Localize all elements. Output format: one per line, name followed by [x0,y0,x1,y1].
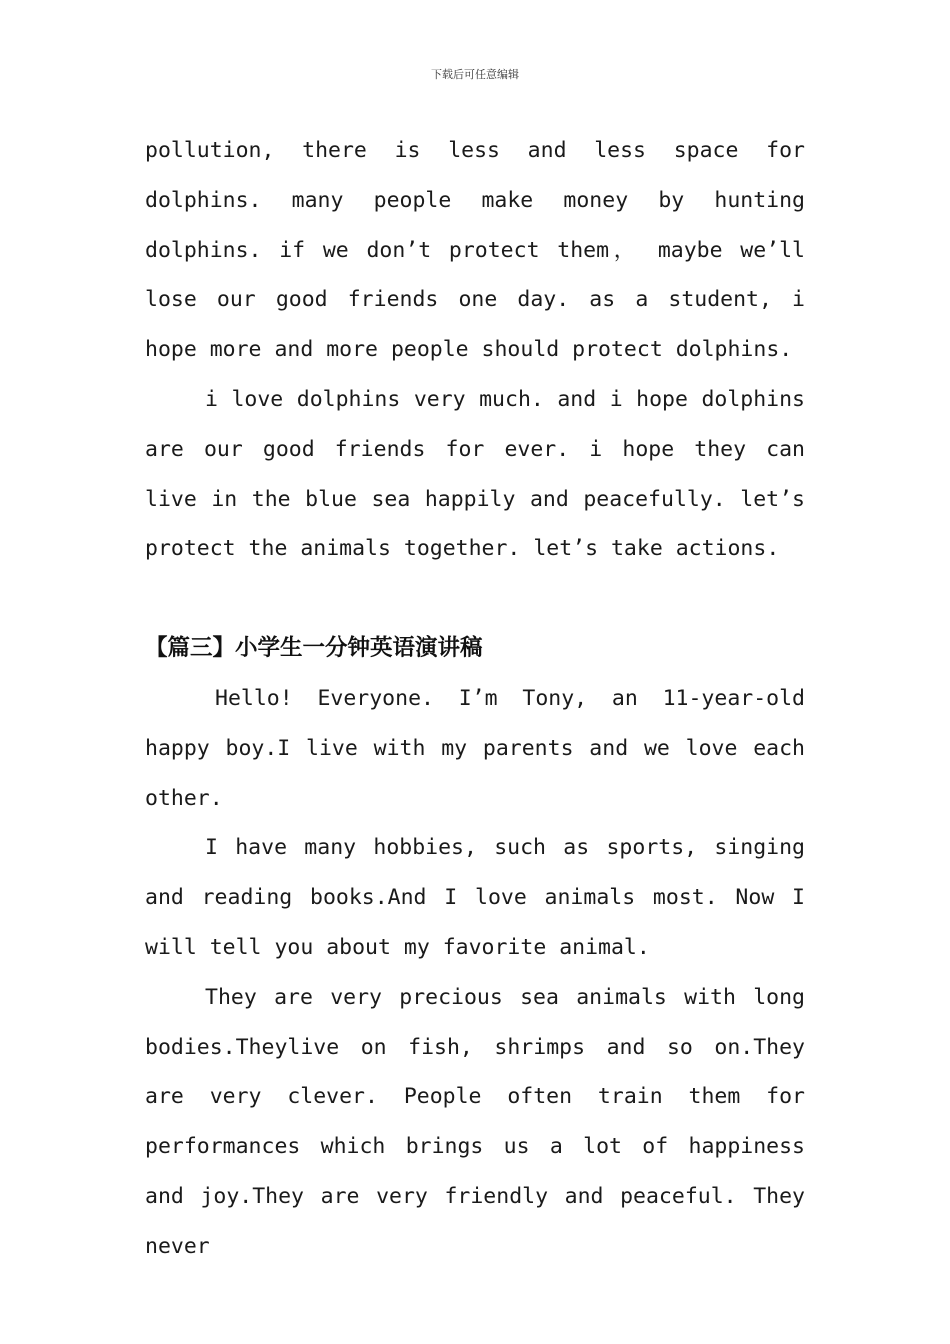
paragraph-hobbies: I have many hobbies, such as sports, singing and reading books.And I love animals most. Now I will tell you about my favorite animal. [145,835,805,960]
document-body [145,126,805,1272]
paragraph-sea-animals: They are very precious sea animals with long bodies.Theylive on fish, shrimps and so on.They are very clever. People often train them for performances which brings us a lot of happiness and joy.They are very friendly and peaceful. They never [145,984,805,1259]
page-header: 下载后可任意编辑 [431,68,519,81]
paragraph-love-dolphins: i love dolphins very much. and i hope dolphins are our good friends for ever. i hope they can live in the blue sea happily and peacefully. let’s protect the animals together. let’s take actions. [145,386,805,562]
section-heading: 【篇三】小学生一分钟英语演讲稿 [145,635,483,662]
paragraph-hello: Hello! Everyone. I’m Tony, an 11-year-old happy boy.I live with my parents and we love each other. [145,685,805,811]
paragraph-pollution: pollution, there is less and less space for dolphins. many people make money by hunting dolphins. if we don’t protect them， maybe we’ll lose our good friends one day. as a student, i hope more and more people should protect dolphins. [145,138,805,363]
